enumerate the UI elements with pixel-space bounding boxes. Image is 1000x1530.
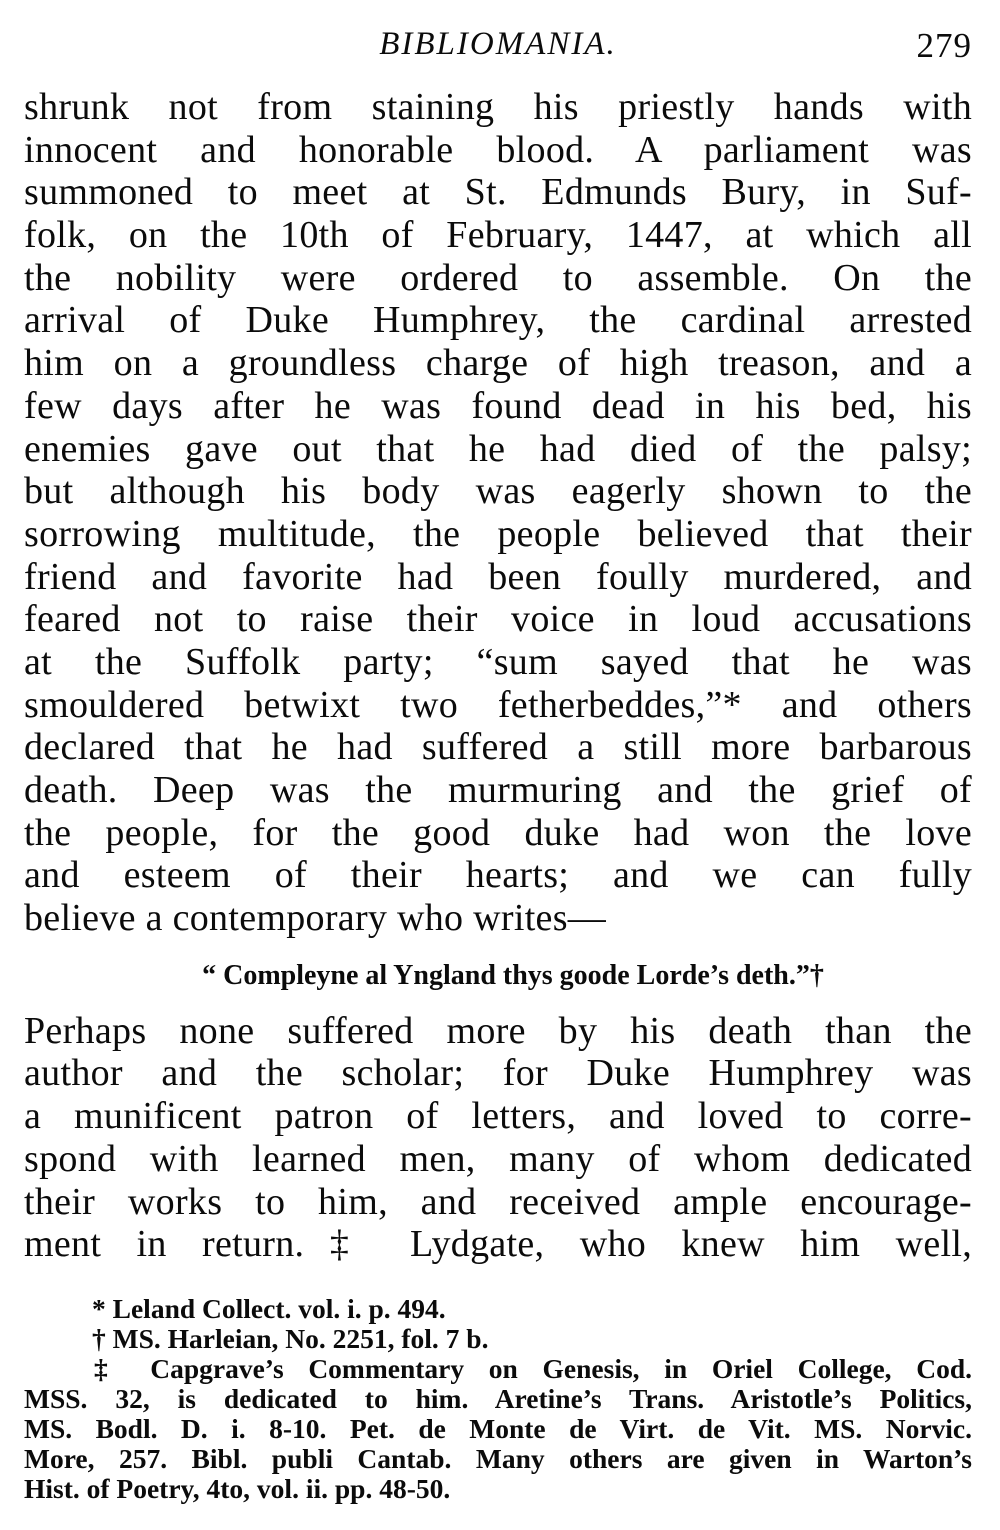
text-line: arrival of Duke Humphrey, the cardinal arrested bbox=[24, 299, 972, 342]
text-line: and esteem of their hearts; and we can fully bbox=[24, 854, 972, 897]
page-number: 279 bbox=[916, 26, 972, 65]
footnote-continuation: Hist. of Poetry, 4to, vol. ii. pp. 48-50. bbox=[24, 1472, 451, 1504]
footnote-continuation: More, 257. Bibl. publi Cantab. Many others are given in Warton’s bbox=[24, 1442, 972, 1474]
text-line: smouldered betwixt two fetherbeddes,”* and others bbox=[24, 683, 972, 726]
text-line: innocent and honorable blood. A parliament was bbox=[24, 128, 972, 171]
running-title: BIBLIOMANIA. bbox=[379, 26, 617, 62]
text-line: folk, on the 10th of February, 1447, at which all bbox=[24, 214, 972, 257]
text-line: few days after he was found dead in his bed, his bbox=[24, 384, 972, 427]
text-line: their works to him, and received ample encourage- bbox=[24, 1180, 972, 1223]
text-line: author and the scholar; for Duke Humphrey was bbox=[24, 1052, 972, 1095]
footnote-continuation: MSS. 32, is dedicated to him. Aretine’s Trans. Aristotle’s Politics, bbox=[24, 1382, 972, 1414]
footnote: ‡ Capgrave’s Commentary on Genesis, in Oriel College, Cod. bbox=[94, 1352, 972, 1384]
text-line: friend and favorite had been foully murdered, and bbox=[24, 555, 972, 598]
text-line: him on a groundless charge of high treason, and a bbox=[24, 342, 972, 385]
footnote-continuation: MS. Bodl. D. i. 8-10. Pet. de Monte de Virt. de Vit. MS. Norvic. bbox=[24, 1412, 972, 1444]
text-line: summoned to meet at St. Edmunds Bury, in Suf- bbox=[24, 171, 972, 214]
text-line: death. Deep was the murmuring and the grief of bbox=[24, 769, 972, 811]
footnote: * Leland Collect. vol. i. p. 494. bbox=[92, 1292, 446, 1324]
text-line: feared not to raise their voice in loud accusations bbox=[24, 598, 972, 641]
text-line: at the Suffolk party; “sum sayed that he was bbox=[24, 640, 972, 683]
text-line: Perhaps none suffered more by his death than the bbox=[24, 1009, 972, 1052]
text-line: enemies gave out that he had died of the palsy; bbox=[24, 427, 972, 470]
text-line: shrunk not from staining his priestly hands with bbox=[24, 86, 972, 128]
block-quote: “ Compleyne al Yngland thys goode Lorde’s deth.”† bbox=[202, 959, 824, 991]
body-text bbox=[24, 86, 972, 940]
page-header bbox=[24, 26, 972, 86]
text-line: the people, for the good duke had won the love bbox=[24, 811, 972, 854]
text-line: a munificent patron of letters, and loved to corre- bbox=[24, 1095, 972, 1138]
text-line: sorrowing multitude, the people believed that their bbox=[24, 512, 972, 555]
footnote: † MS. Harleian, No. 2251, fol. 7 b. bbox=[92, 1322, 489, 1354]
text-line: the nobility were ordered to assemble. On the bbox=[24, 256, 972, 299]
text-line: but although his body was eagerly shown to the bbox=[24, 470, 972, 513]
text-line: ment in return.‡ Lydgate, who knew him well, bbox=[24, 1223, 972, 1266]
text-line: believe a contemporary who writes— bbox=[24, 897, 607, 940]
body-text-continued bbox=[24, 1010, 972, 1266]
text-line: declared that he had suffered a still more barbarous bbox=[24, 726, 972, 769]
footnotes bbox=[24, 1294, 972, 1504]
text-line: spond with learned men, many of whom dedicated bbox=[24, 1137, 972, 1180]
